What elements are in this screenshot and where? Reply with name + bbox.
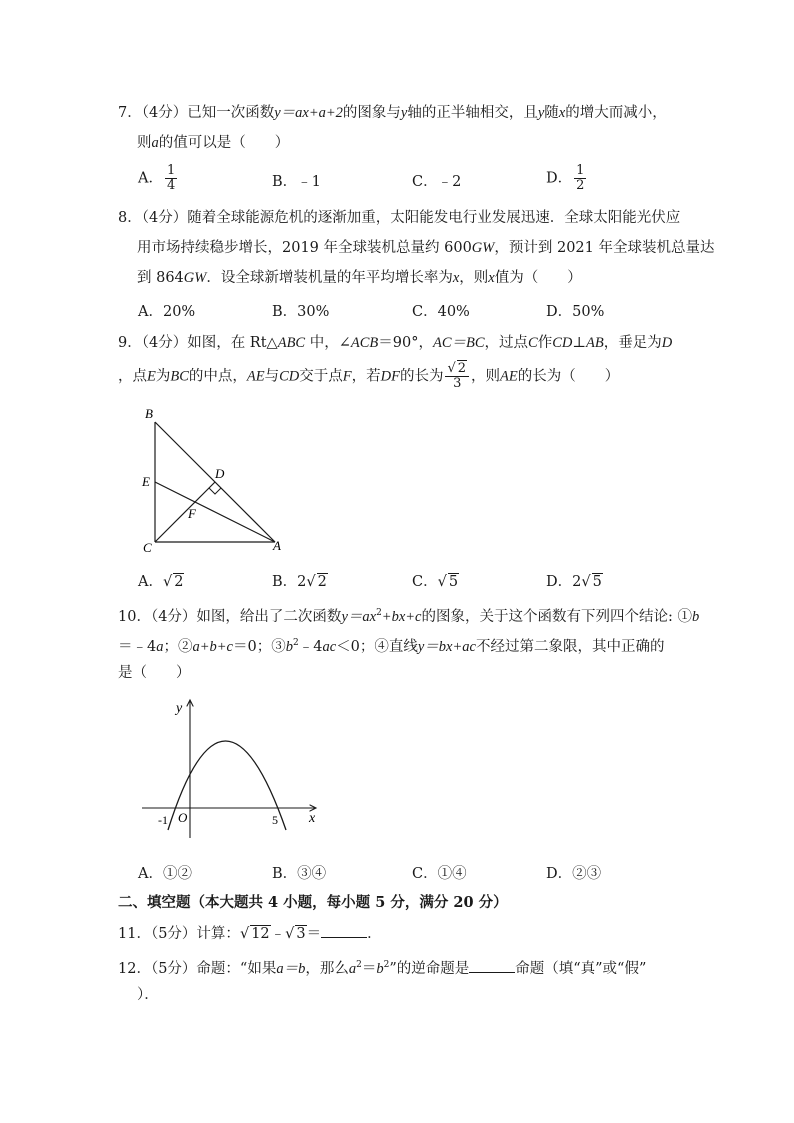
q9-option-b[interactable]: B．2√ 2: [272, 574, 327, 590]
q8-option-c[interactable]: C．40%: [412, 304, 470, 320]
label-origin: O: [178, 810, 188, 825]
segment-ae: [155, 482, 275, 542]
q9-option-a[interactable]: A．√ 2: [138, 574, 184, 590]
q7-option-b[interactable]: B．﹣1: [272, 174, 321, 190]
q8-line3: 到 864GW．设全球新增装机量的年平均增长率为x，则x值为（ ）: [137, 270, 582, 286]
q8-line1: 8．（4分）随着全球能源危机的逐渐加重，太阳能发电行业发展迅速．全球太阳能光伏应: [118, 210, 681, 226]
q12-line1: 12．（5分）命题：“如果a＝b，那么$a^2=b^2$”的逆命题是 命题（填“真”或“假”: [118, 955, 646, 979]
q11-line: 11．（5分）计算：√ 12﹣√ 3＝ ．: [118, 923, 382, 944]
q8-option-d[interactable]: D．50%: [546, 304, 605, 320]
label-a: A: [273, 538, 281, 553]
q9-line1: 9．（4分）如图，在 Rt△ABC 中，∠ACB＝90°，AC＝BC，过点C作CD⊥AB，垂足为D: [118, 335, 673, 351]
section-fill-in-blank-heading: 二、填空题（本大题共 4 小题，每小题 5 分，满分 20 分）: [118, 894, 508, 911]
q10-option-d[interactable]: D．②③: [546, 866, 602, 882]
q8-option-a[interactable]: A．20%: [138, 304, 196, 320]
label-c: C: [143, 540, 152, 555]
q7-option-c[interactable]: C．﹣2: [412, 174, 462, 190]
label-y: y: [176, 701, 183, 716]
q10-option-a[interactable]: A．①②: [138, 866, 192, 882]
q9-option-c[interactable]: C．√ 5: [412, 574, 459, 590]
segment-cd: [155, 482, 215, 542]
q10-line1: 10．（4分）如图，给出了二次函数$y=ax^2+bx+c$的图象，关于这个函数有下列四个结论: ①b: [118, 608, 700, 625]
label-neg1: -1: [158, 813, 168, 827]
label-b: B: [145, 406, 153, 421]
q7-line2: 则a的值可以是（ ）: [137, 135, 290, 151]
label-5: 5: [272, 813, 278, 827]
q9-triangle-figure: [136, 402, 296, 558]
label-x: x: [309, 811, 316, 826]
q12-line2: ）．: [137, 987, 159, 1003]
q8-line2: 用市场持续稳步增长，2019 年全球装机总量约 600GW，预计到 2021 年全球装机总量达: [137, 240, 715, 256]
q12-answer-blank[interactable]: [469, 958, 515, 973]
label-e: E: [142, 474, 150, 489]
q10-line2: ＝﹣4a；②a+b+c＝0；$③b^2﹣4ac<0$；④直线y＝bx+ac不经过第二象限，其中正确的: [118, 638, 665, 655]
q7-option-d[interactable]: D． $\frac{1}{2}$: [546, 163, 585, 193]
right-angle-mark: [209, 488, 221, 494]
q8-option-b[interactable]: B．30%: [272, 304, 330, 320]
q7-line1: 7．（4分）已知一次函数y＝ax+a+2的图象与y轴的正半轴相交，且y随x的增大而减小，: [118, 105, 667, 121]
q9-line2: ，点E为BC的中点，AE与CD交于点F，若DF的长为 $\frac{√ 2}{3}$ ，则AE的长为（ ）: [118, 361, 620, 391]
label-f: F: [188, 506, 196, 521]
label-d: D: [215, 466, 225, 481]
q10-option-c[interactable]: C．①④: [412, 866, 467, 882]
q10-line3: 是（ ）: [118, 665, 191, 681]
q10-parabola-graph: [136, 692, 326, 842]
q10-option-b[interactable]: B．③④: [272, 866, 327, 882]
q7-option-a[interactable]: A． $\frac{1}{4}$: [138, 163, 176, 193]
q11-answer-blank[interactable]: [321, 923, 367, 938]
q9-option-d[interactable]: D．2√ 5: [546, 574, 602, 590]
